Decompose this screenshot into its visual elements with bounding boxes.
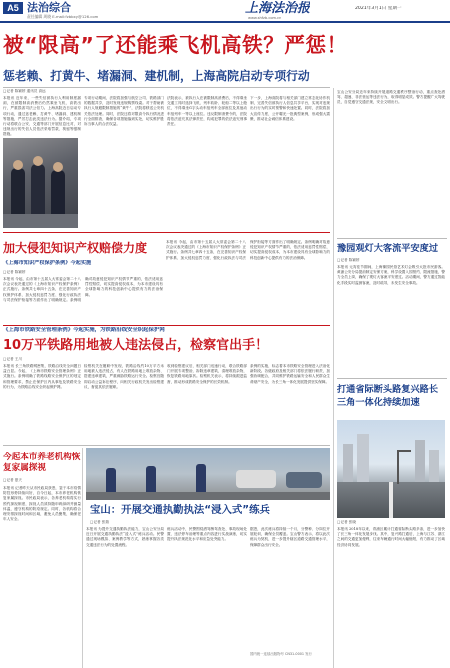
lead-byline: □记者 陈颖婷 通讯员 高远 [3, 89, 46, 93]
article5-photo [86, 448, 330, 500]
article4-body: 本报讯 记者昨天从市民政局获悉，鉴于本市疫情防控形势持续向好，自今日起，本市养老机构恢复家属探视。市民政局表示，各养老机构将实行预约探视制度，探视人员须持随申码绿码并测量体温，遵守机构的防疫规定。同时，各机构将合理安排探视时间和区域，避免人员聚集，确保老年人安全。 [3, 486, 81, 522]
article2-body-cont: 本报讯 今起，由市第十五届人大常委会第二十八次会议表决通过的《上海市知识产权保护条例》正式施行。条例共七章四十五条，在完善知识产权保护体系、加大侵权惩罚力度、强化行政执法与司法保护衔接等方面作出了明确规定。条例明确对故意侵犯知识产权情节严重的，依法适用惩罚性赔偿，切实提高侵权成本，为本市建设具有全球影响力的科技创新中心提供有力的法治保障。 [166, 240, 330, 260]
article2-rule [3, 232, 330, 233]
article7-rule [337, 378, 447, 379]
right-column-divider [333, 88, 334, 668]
website: www.shfzb.com.cn [248, 16, 282, 20]
article5-headline: 宝山：开展交通执勤执法“浸入式”练兵 [90, 504, 270, 516]
article4-byline: □记者 夏天 [3, 478, 22, 482]
article4-headline: 今起本市养老机构恢复家属探视 [3, 452, 81, 473]
article3-rule [3, 325, 330, 326]
article2-body: 本报讯 今起，由市第十五届人大常委会第二十八次会议表决通过的《上海市知识产权保护条例》正式施行。条例共七章四十五条，在完善知识产权保护体系、加大侵权惩罚力度、强化行政执法与司法保护衔接等方面作出了明确规定。条例明确对故意侵犯知识产权情节严重的，依法适用惩罚性赔偿，切实提高侵权成本，为本市建设具有全球影响力的科技创新中心提供有力的法治保障。 [3, 277, 163, 302]
article3-subhead: 《上海市铁路安全管理条例》今起实施，为铁路沿线安全织起保护网 [3, 327, 165, 333]
article3-headline: 10万平铁路用地被人违法侵占，检察官出手！ [3, 338, 269, 353]
article3-col-1: 本报讯 长三角铁路网密集，铁路沿线安全问题日益凸显。今起，《上海市铁路安全管理条例》正式施行。条例明确了铁路线路安全保护区的划定和管理要求，禁止在保护区内从事危及铁路安全的行为，为铁路沿线安全织起保护网。 [3, 364, 81, 389]
lead-col-4: 下一步，上海高院将与相关部门建立常态化协作机制，完善失信被执行人信息共享平台，实现对违规出行行为的实时预警和快速处置。同时，法院将加大宣传力度，公开曝光一批典型案例，形成强大震慑，推动社会诚信体系建设。 [250, 96, 330, 121]
side-col-top: 宝山公安分局近年来持续开展道路交通秩序整治行动，重点查处酒驾、超速、非法营运等违法行为，取得明显成效。警方提醒广大驾驶员，自觉遵守交通法规，安全文明出行。 [337, 90, 445, 105]
article7-body: 本报讯 2018年以来，青浦区累计打通省际断头路多条，进一步加快了长三角一体化发展步伐。其中，复兴路打通后，上海与江苏、浙江之间的交通更加便利，往来车辆通行时间大幅缩短，有力推动了区域经济协同发展。 [337, 527, 445, 547]
article2-subhead: 《上海市知识产权保护条例》今起实施 [3, 260, 92, 266]
page-number: A5 [3, 2, 23, 14]
lead-col-3: 法院表示，被执行人在被限制高消费后，不得乘坐交通工具时选择飞机、列车软卧、轮船二等以上舱位，不得乘坐G字头动车组列车全部座位及其他动车组列车一等以上座位。违反限制消费令的，法院将依法追究其法律责任，构成犯罪的依法追究刑事责任。 [167, 96, 247, 127]
lead-col-2: 专项行动期间，法院将加强与航空公司、铁路部门的数据共享，及时发现违规购票线索。对于帮助被执行人规避限制措施的“黄牛”，法院将移送公安机关依法处理。同时，法院还将对限高令执行情况进行全面排查，确保各项措施落到实处，切实维护胜诉当事人的合法权益。 [84, 96, 164, 127]
article4-rule [3, 445, 330, 446]
footer-note: 国内统一连续出版物号 CN31-0001 发行 [250, 652, 312, 656]
article6-byline: □记者 陈颖婷 [337, 258, 360, 262]
article5-byline: □记者 张瑞 [90, 520, 109, 524]
article2-byline: □记者 陈颖婷 [3, 270, 26, 274]
paper-name: 上海法治报 [245, 1, 311, 16]
article5-col-3: 据悉，此次练兵将持续一个月，分警种、分岗位开展轮训，确保全员覆盖。宝山警方表示，将以此次练兵为契机，进一步提升辖区道路交通管理水平，保障群众出行安全。 [250, 527, 330, 547]
article7-byline: □记者 张晓 [337, 520, 356, 524]
article4-divider [82, 448, 83, 668]
issue-date: 2021年3月1日 星期一 [355, 6, 402, 11]
article2-headline: 加大侵犯知识产权赔偿力度 [3, 241, 148, 255]
article7-photo [337, 420, 445, 518]
article3-col-2: 检察机关在履职中发现，铁路沿线约10万平方米用地被人违法侵占，有人在铁路用地上堆放杂物、搭建违章建筑，严重威胁铁路运行安全。检察官随即启动公益诉讼程序，向相关行政机关发出检察建议，督促其依法履职。 [84, 364, 164, 389]
article3-col-3: 收到检察建议后，相关部门迅速行动，联合铁路部门开展专项整治，拆除违章建筑，清理堆放杂物，恢复铁路用地原状。检察机关表示，将持续跟进监督，推动形成铁路安全保护的长效机制。 [167, 364, 247, 384]
article3-byline: □记者 王川 [3, 357, 22, 361]
article3-col-4: 条例的实施，标志着本市铁路安全管理进入法治化新阶段。各级政府及相关部门将依法履行职责，加强协调配合，共同维护铁路运输安全和人民群众生命财产安全，为长三角一体化发展提供坚实保障。 [250, 364, 330, 384]
masthead [0, 0, 450, 22]
masthead-rule [0, 21, 450, 23]
article6-body: 本报讯 元宵佳节期间，上海豫园民俗艺术灯会吸引大批市民游客。黄浦公安分局提前制定安保方案，科学设置入园预约、限流措施，警力全员上岗，确保了观灯大客流平安度过。活动期间，警方通过智能化手段实时监测客流，及时疏导，未发生安全事故。 [337, 265, 445, 285]
lead-rule [3, 87, 330, 88]
article6-headline: 豫园观灯大客流平安度过 [337, 243, 439, 254]
editor-line: 责任编辑 周晓 E-mail:fzbbxy@126.com [27, 14, 99, 19]
article5-col-2: 练兵活动中，民警围绕酒驾醉驾查处、事故现场处置、违法停车治理等重点内容进行实战演练，切实提升执法规范化水平和应急处突能力。 [167, 527, 247, 542]
lead-col-1: 本报讯 近年来，一些失信被执行人利用制度漏洞，在被限制高消费后仍然乘坐飞机、高铁出行，严重损害司法公信力。上海高院近日启动专项行动，通过惩老赖、打黄牛、堵漏洞、建机制等措施，严厉打击此类违法行为。据介绍，专项行动将联合公安、交通等部门开展信息比对，对违规出行的失信人员依法采取罚款、拘留等强制措施。 [3, 96, 81, 137]
lead-subhead: 惩老赖、打黄牛、堵漏洞、建机制，上海高院启动专项行动 [3, 69, 310, 83]
article6-rule [337, 238, 447, 239]
article7-headline: 打通省际断头路复兴路长三角一体化持续加速 [337, 384, 439, 408]
lead-photo [3, 138, 78, 228]
lead-headline: 被“限高”了还能乘飞机高铁？严惩！ [3, 33, 348, 57]
article5-col-1: 本报讯 为提升交通执勤执法能力，宝山公安分局近日开展交通执勤执法“浸入式”练兵活动。民警通过现场模拟、案例教学等方式，熟练掌握各类交通违法行为的处置流程。 [86, 527, 164, 547]
section-title: 法治综合 [27, 1, 71, 14]
